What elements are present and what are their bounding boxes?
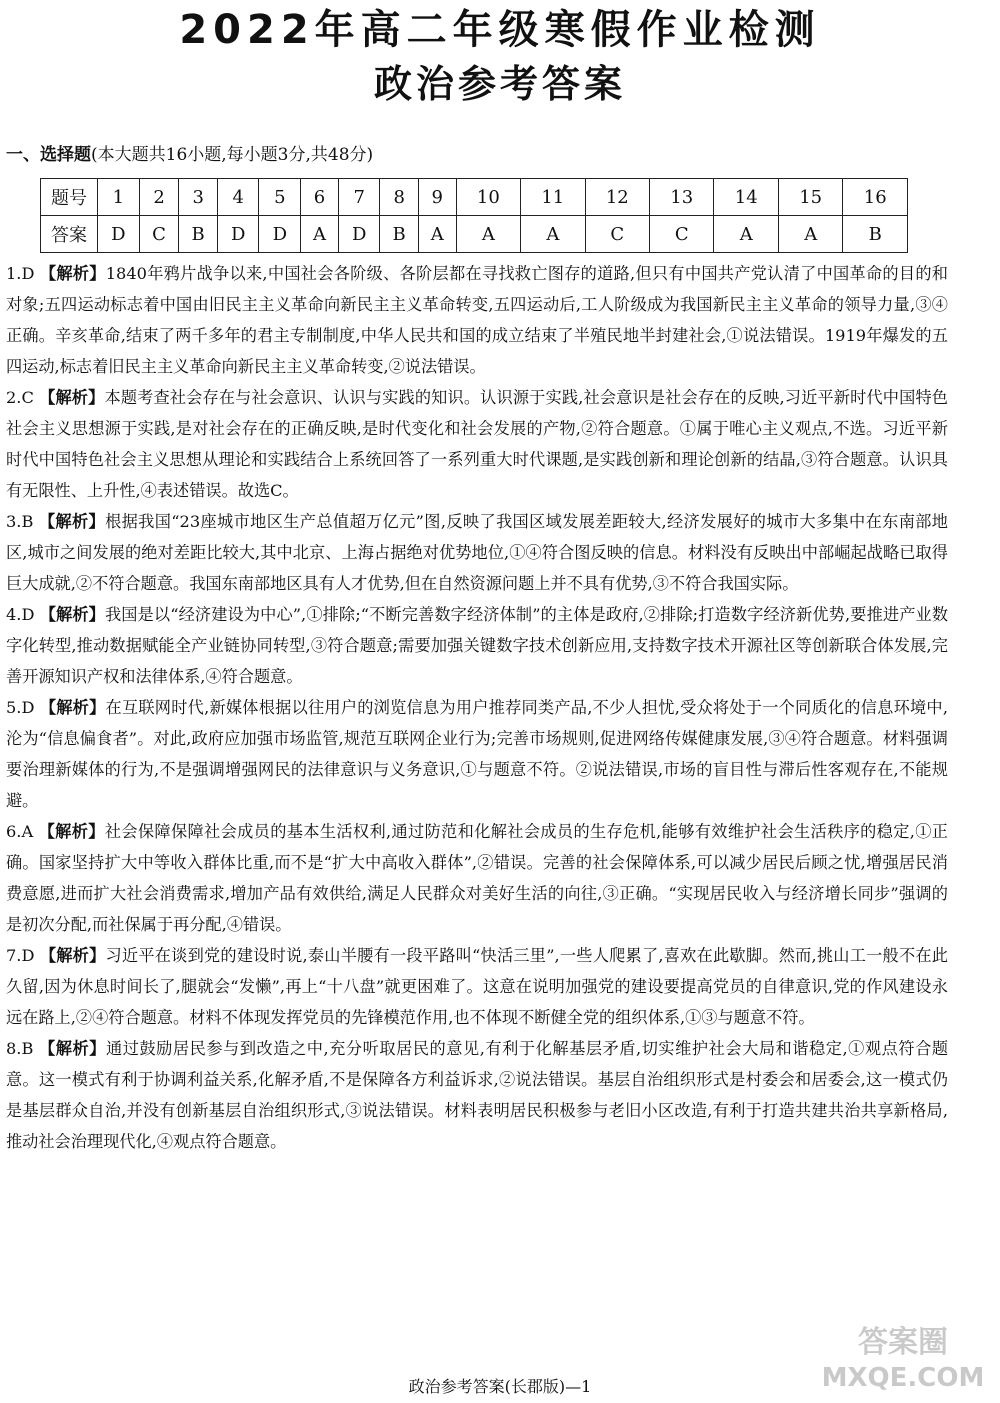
item-number: 1.D <box>6 264 35 283</box>
answer-cell: B <box>179 216 217 253</box>
analysis-tag: 【解析】 <box>39 388 105 407</box>
item-number: 6.A <box>6 822 34 841</box>
question-number: 10 <box>456 179 520 216</box>
answer-cell: A <box>418 216 456 253</box>
answer-row-label: 答案 <box>41 216 98 253</box>
explanation-item <box>6 1033 948 1157</box>
analysis-tag: 【解析】 <box>39 264 106 283</box>
explanation-item <box>6 506 948 599</box>
question-number: 5 <box>259 179 301 216</box>
answer-table <box>40 178 908 253</box>
item-text: 1840年鸦片战争以来,中国社会各阶级、各阶层都在寻找救亡图存的道路,但只有中国共产党认清了中国革命的目的和对象;五四运动标志着中国由旧民主主义革命向新民主主义革命转变,五四运动后,工人阶级成为我国新民主主义革命的领导力量,③④正确。辛亥革命,结束了两千多年的君主专制制度,中华人民共和国的成立结束了半殖民地半封建社会,①说法错误。1919年爆发的五四运动,标志着旧民主主义革命向新民主主义革命转变,②说法错误。 <box>6 264 948 376</box>
item-number: 7.D <box>6 946 35 965</box>
answer-cell: D <box>98 216 140 253</box>
analysis-tag: 【解析】 <box>38 822 105 841</box>
analysis-tag: 【解析】 <box>39 698 106 717</box>
question-number: 15 <box>778 179 842 216</box>
item-number: 5.D <box>6 698 35 717</box>
question-number: 8 <box>380 179 418 216</box>
explanation-item <box>6 816 948 940</box>
answer-cell: A <box>778 216 842 253</box>
question-number: 16 <box>843 179 908 216</box>
analysis-tag: 【解析】 <box>39 605 105 624</box>
item-number: 3.B <box>6 512 34 531</box>
question-number: 9 <box>418 179 456 216</box>
question-number: 4 <box>217 179 259 216</box>
item-text: 通过鼓励居民参与到改造之中,充分听取居民的意见,有利于化解基层矛盾,切实维护社会大局和谐稳定,①观点符合题意。这一模式有利于协调利益关系,化解矛盾,不是保障各方利益诉求,②说法错误。基层自治组织形式是村委会和居委会,这一模式仍是基层群众自治,并没有创新基层自治组织形式,③说法错误。材料表明居民积极参与老旧小区改造,有利于打造共建共治共享新格局,推动社会治理现代化,④观点符合题意。 <box>6 1039 949 1151</box>
answer-cell: C <box>585 216 649 253</box>
answer-table-answer-row <box>41 216 908 253</box>
item-number: 8.B <box>6 1039 34 1058</box>
analysis-tag: 【解析】 <box>39 1039 106 1058</box>
analysis-tag: 【解析】 <box>38 512 106 531</box>
question-number: 6 <box>301 179 339 216</box>
item-text: 习近平在谈到党的建设时说,泰山半腰有一段平路叫“快活三里”,一些人爬累了,喜欢在此歇脚。然而,挑山工一般不在此久留,因为休息时间长了,腿就会“发懒”,再上“十八盘”就更困难了。这意在说明加强党的建设要提高党员的自律意识,党的作风建设永远在路上,②④符合题意。材料不体现发挥党员的先锋模范作用,也不体现不断健全党的组织体系,①③与题意不符。 <box>6 946 948 1027</box>
answer-cell: B <box>843 216 908 253</box>
item-text: 社会保障保障社会成员的基本生活权利,通过防范和化解社会成员的生存危机,能够有效维护社会生活秩序的稳定,①正确。国家坚持扩大中等收入群体比重,而不是“扩大中高收入群体”,②错误。完善的社会保障体系,可以减少居民后顾之忧,增强居民消费意愿,进而扩大社会消费需求,增加产品有效供给,满足人民群众对美好生活的向往,③正确。“实现居民收入与经济增长同步”强调的是初次分配,而社保属于再分配,④错误。 <box>6 822 948 934</box>
question-number: 2 <box>139 179 179 216</box>
answer-cell: C <box>650 216 714 253</box>
answer-cell: D <box>259 216 301 253</box>
explanation-item <box>6 599 948 692</box>
question-number: 1 <box>98 179 140 216</box>
question-number: 3 <box>179 179 217 216</box>
item-text: 我国是以“经济建设为中心”,①排除;“不断完善数字经济体制”的主体是政府,②排除;打造数字经济新优势,要推进产业数字化转型,推动数据赋能全产业链协同转型,③符合题意;需要加强关键数字技术创新应用,支持数字技术开源社区等创新联合体发展,完善开源知识产权和法律体系,④符合题意。 <box>6 605 949 686</box>
item-text: 在互联网时代,新媒体根据以往用户的浏览信息为用户推荐同类产品,不少人担忧,受众将处于一个同质化的信息环境中,沦为“信息偏食者”。对此,政府应加强市场监管,规范互联网企业行为;完善市场规则,促进网络传媒健康发展,③④符合题意。材料强调要治理新媒体的行为,不是强调增强网民的法律意识与义务意识,①与题意不符。②说法错误,市场的盲目性与滞后性客观存在,不能规避。 <box>6 698 948 810</box>
watermark-line1: 答案圈 <box>858 1325 948 1360</box>
answer-cell: B <box>380 216 418 253</box>
page-title: 2022年高二年级寒假作业检测 <box>179 7 821 53</box>
question-number: 12 <box>585 179 649 216</box>
question-number: 14 <box>714 179 778 216</box>
section-note: (本大题共16小题,每小题3分,共48分) <box>91 145 374 165</box>
number-row-label: 题号 <box>41 179 98 216</box>
page-subtitle: 政治参考答案 <box>373 62 626 106</box>
answer-cell: A <box>301 216 339 253</box>
answer-cell: A <box>456 216 520 253</box>
answer-cell: D <box>338 216 380 253</box>
item-text: 根据我国“23座城市地区生产总值超万亿元”图,反映了我国区域发展差距较大,经济发展好的城市大多集中在东南部地区,城市之间发展的绝对差距比较大,其中北京、上海占据绝对优势地位,①④符合图反映的信息。材料没有反映出中部崛起战略已取得巨大成就,②不符合题意。我国东南部地区具有人才优势,但在自然资源问题上并不具有优势,③不符合我国实际。 <box>6 512 948 593</box>
analysis-tag: 【解析】 <box>39 946 106 965</box>
answer-cell: D <box>217 216 259 253</box>
section-title: 一、选择题 <box>6 145 91 165</box>
section-heading <box>6 142 373 168</box>
answer-cell: A <box>521 216 585 253</box>
question-number: 11 <box>521 179 585 216</box>
question-number: 13 <box>650 179 714 216</box>
item-text: 本题考查社会存在与社会意识、认识与实践的知识。认识源于实践,社会意识是社会存在的反映,习近平新时代中国特色社会主义思想源于实践,是对社会存在的正确反映,是时代变化和社会发展的产物,②符合题意。①属于唯心主义观点,不选。习近平新时代中国特色社会主义思想从理论和实践结合上系统回答了一系列重大时代课题,是实践创新和理论创新的结晶,③符合题意。认识具有无限性、上升性,④表述错误。故选C。 <box>6 388 948 500</box>
item-number: 4.D <box>6 605 35 624</box>
answer-table-number-row <box>41 179 908 216</box>
question-number: 7 <box>338 179 380 216</box>
answer-cell: C <box>139 216 179 253</box>
explanation-item <box>6 382 948 506</box>
watermark-line2: MXQE.COM <box>821 1363 985 1393</box>
item-number: 2.C <box>6 388 34 407</box>
answer-cell: A <box>714 216 778 253</box>
explanation-item <box>6 692 948 816</box>
explanation-item <box>6 940 948 1033</box>
page-footer: 政治参考答案(长郡版)—1 <box>408 1377 592 1396</box>
explanations <box>6 258 948 1157</box>
explanation-item <box>6 258 948 382</box>
